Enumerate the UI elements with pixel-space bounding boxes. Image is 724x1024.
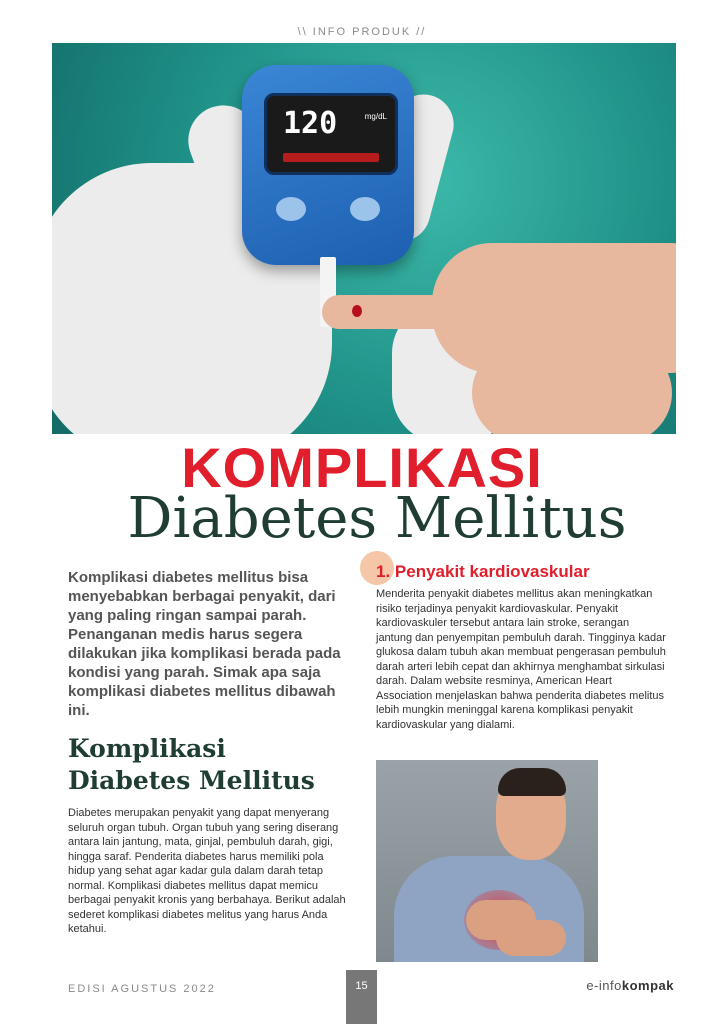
patient-finger bbox=[322, 295, 472, 329]
section-heading bbox=[68, 733, 348, 797]
glucose-meter bbox=[242, 65, 414, 265]
man-hair bbox=[498, 768, 566, 796]
meter-screen bbox=[264, 93, 398, 175]
section-heading-line2: Diabetes Mellitus bbox=[68, 766, 315, 795]
meter-unit: mg/dL bbox=[364, 112, 387, 121]
section-body: Diabetes merupakan penyakit yang dapat menyerang seluruh organ tubuh. Organ tubuh yang sering diserang antara lain jantung, mata, ginjal, pembuluh darah, gigi, hingga saraf. Penderita diabetes harus memiliki pola hidup yang sehat agar kadar gula dalam darah tetap normal. Komplikasi diabetes mellitus dapat memicu berbagai penyakit kronis yang berbahaya. Berikut adalah sederet komplikasi diabetes melitus yang harus Anda ketahui. bbox=[68, 807, 346, 935]
meter-button-left bbox=[276, 197, 306, 221]
item1-heading: 1. Penyakit kardiovaskular bbox=[376, 562, 590, 581]
title-main: KOMPLIKASI bbox=[181, 436, 543, 499]
man-hand-right bbox=[496, 920, 566, 956]
title-sub: Diabetes Mellitus bbox=[127, 486, 627, 551]
page-number: 15 bbox=[355, 980, 368, 992]
footer-edition: EDISI AGUSTUS 2022 bbox=[68, 983, 216, 995]
blood-drop bbox=[352, 305, 362, 317]
footer-brand-logo bbox=[520, 978, 674, 993]
meter-button-right bbox=[350, 197, 380, 221]
brand-bold: kompak bbox=[621, 978, 674, 993]
page-number-tab bbox=[346, 970, 377, 1024]
intro-paragraph: Komplikasi diabetes mellitus bisa menyebabkan berbagai penyakit, dari yang paling ringan sampai parah. Penanganan medis harus segera dilakukan jika komplikasi berada pada kondisi yang parah. Simak apa saja komplikasi diabetes mellitus dibawah ini. bbox=[68, 569, 341, 719]
meter-reading: 120 bbox=[283, 106, 338, 141]
hero-image-glucose-meter bbox=[52, 43, 676, 434]
meter-status-bar bbox=[283, 153, 379, 162]
item1-body: Menderita penyakit diabetes mellitus akan meningkatkan risiko terjadinya penyakit kardiovaskular. Penyakit kardiovaskuler tersebut antara lain stroke, serangan jantung dan penyempitan pembuluh darah. Tingginya kadar glukosa dalam tubuh akan membuat pengerasan pembuluh darah arteri lebih cepat dan akhirnya menghambat sirkulasi darah. Dalam website resminya, American Heart Association menjelaskan bahwa penderita diabetes melitus lebih mungkin meninggal karena komplikasi penyakit kardiovaskular yang dialami. bbox=[376, 588, 666, 731]
brand-prefix: e-info bbox=[586, 978, 622, 993]
section-heading-line1: Komplikasi bbox=[68, 734, 226, 763]
patient-palm bbox=[472, 343, 672, 434]
photo-chest-pain bbox=[376, 760, 598, 962]
section-label: \\ INFO PRODUK // bbox=[297, 26, 427, 38]
